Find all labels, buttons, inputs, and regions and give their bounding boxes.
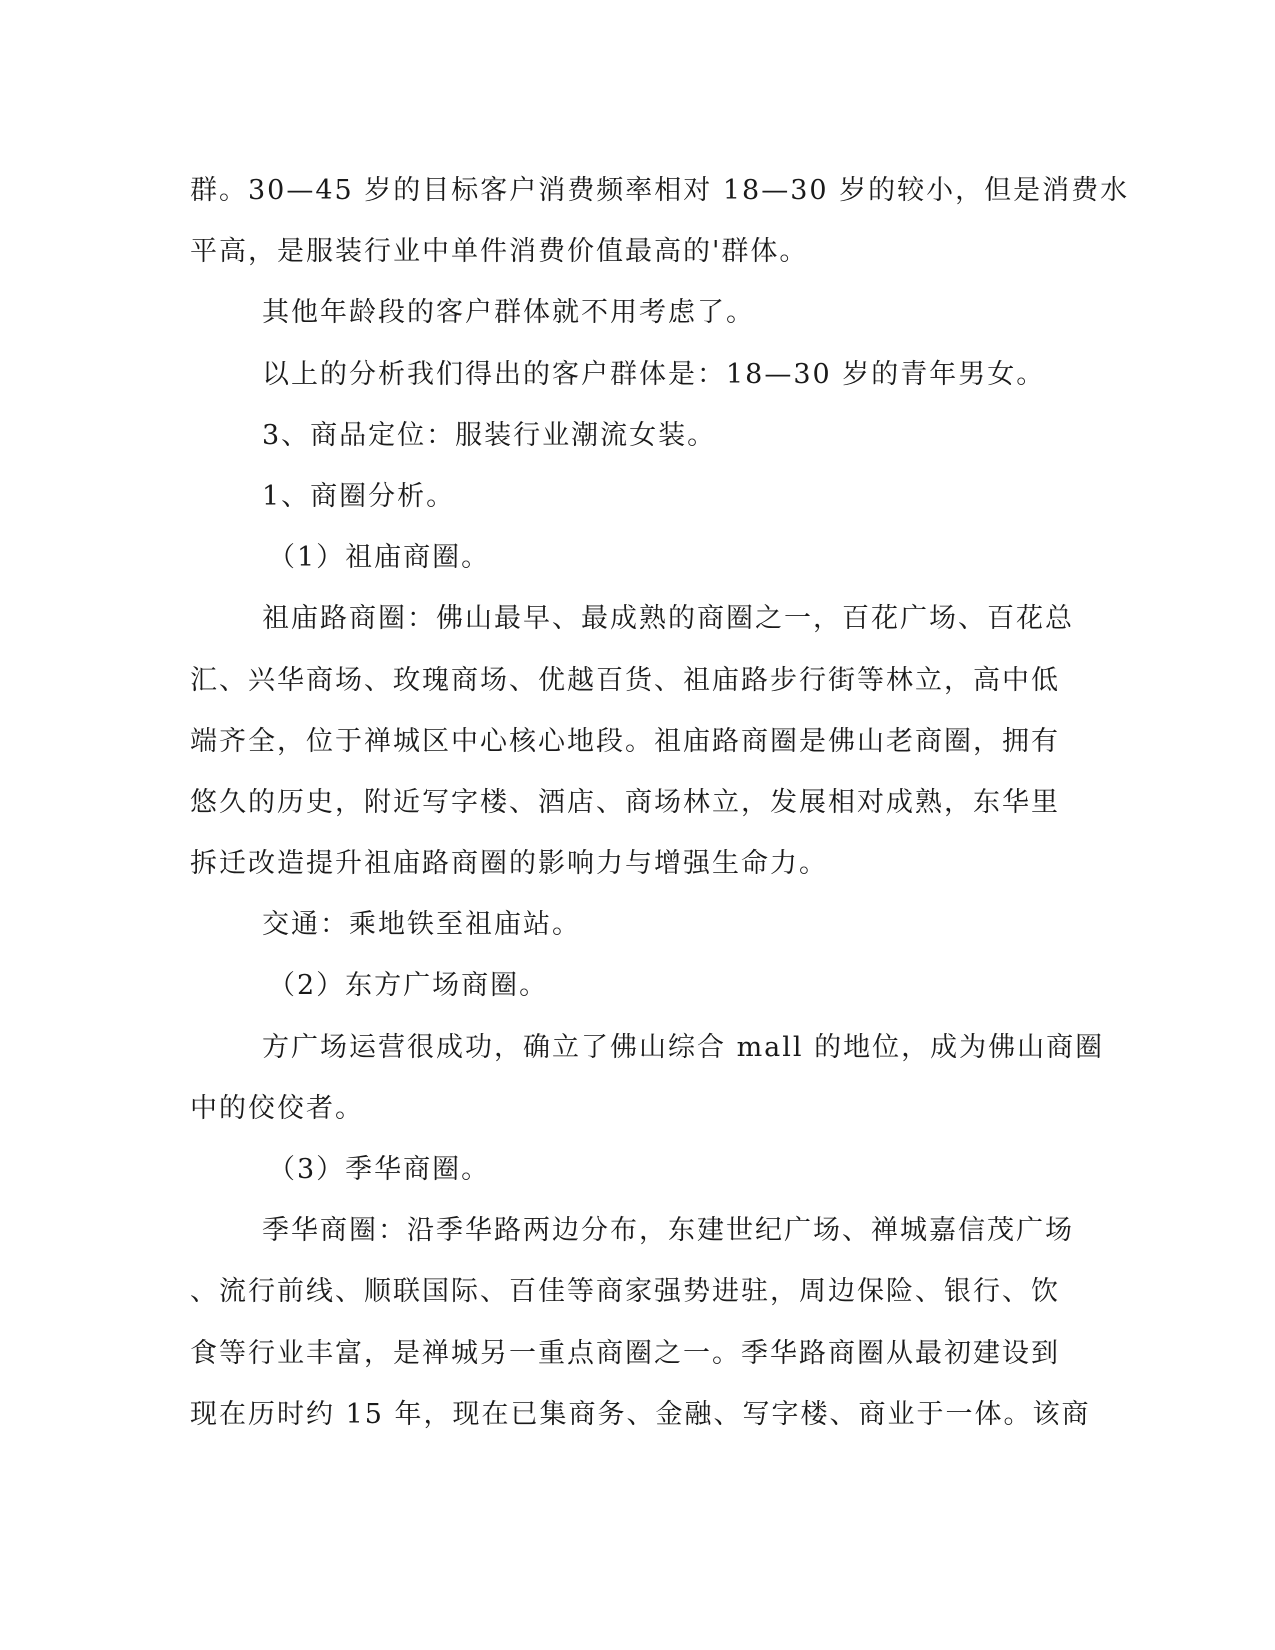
text-line-8: 祖庙路商圈：佛山最早、最成熟的商圈之一，百花广场、百花总 bbox=[262, 603, 1074, 635]
text-line-1: 群。30—45 岁的目标客户消费频率相对 18—30 岁的较小，但是消费水 bbox=[190, 175, 1130, 206]
text-line-16: 中的佼佼者。 bbox=[190, 1092, 364, 1124]
text-line-3: 其他年龄段的客户群体就不用考虑了。 bbox=[262, 297, 755, 329]
text-line-12: 拆迁改造提升祖庙路商圈的影响力与增强生命力。 bbox=[190, 848, 828, 880]
text-line-4: 以上的分析我们得出的客户群体是：18—30 岁的青年男女。 bbox=[262, 358, 1046, 390]
text-line-10: 端齐全，位于禅城区中心核心地段。祖庙路商圈是佛山老商圈，拥有 bbox=[190, 725, 1060, 757]
text-line-21: 现在历时约 15 年，现在已集商务、金融、写字楼、商业于一体。该商 bbox=[190, 1398, 1091, 1430]
text-line-20: 食等行业丰富，是禅城另一重点商圈之一。季华路商圈从最初建设到 bbox=[190, 1337, 1060, 1369]
body-text bbox=[190, 160, 1130, 1445]
text-line-11: 悠久的历史，附近写字楼、酒店、商场林立，发展相对成熟，东华里 bbox=[190, 786, 1060, 818]
text-line-19: 、流行前线、顺联国际、百佳等商家强势进驻，周边保险、银行、饮 bbox=[190, 1276, 1060, 1308]
subheading-zumiao: （1）祖庙商圈。 bbox=[268, 542, 491, 574]
subheading-jihua: （3）季华商圈。 bbox=[268, 1154, 491, 1185]
subheading-dongfang: （2）东方广场商圈。 bbox=[268, 970, 549, 1002]
text-line-2: 平高，是服装行业中单件消费价值最高的'群体。 bbox=[190, 236, 809, 268]
text-line-13: 交通：乘地铁至祖庙站。 bbox=[262, 909, 581, 941]
text-line-18: 季华商圈：沿季华路两边分布，东建世纪广场、禅城嘉信茂广场 bbox=[262, 1215, 1074, 1247]
text-line-15: 方广场运营很成功，确立了佛山综合 mall 的地位，成为佛山商圈 bbox=[262, 1031, 1105, 1063]
text-line-9: 汇、兴华商场、玫瑰商场、优越百货、祖庙路步行街等林立，高中低 bbox=[190, 664, 1060, 696]
section-heading-trade-area-analysis: 1、商圈分析。 bbox=[262, 480, 456, 512]
section-heading-product-positioning: 3、商品定位：服装行业潮流女装。 bbox=[262, 419, 717, 451]
